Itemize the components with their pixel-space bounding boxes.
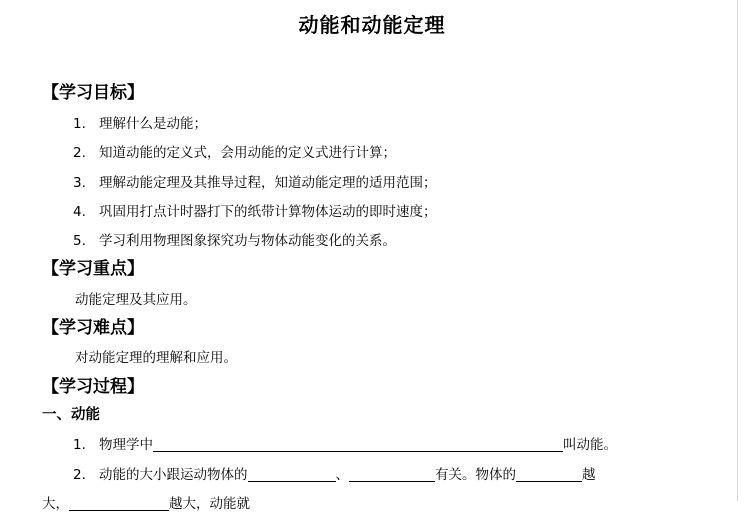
question-2-text-middle: 有关。物体的 xyxy=(435,467,516,483)
process-heading: 【学习过程】 xyxy=(42,377,144,397)
question-1 xyxy=(73,433,617,453)
question-2 xyxy=(73,463,596,483)
question-2-continuation xyxy=(42,492,250,512)
objective-item-4 xyxy=(73,200,437,220)
question-2-text-before: 动能的大小跟运动物体的 xyxy=(99,467,248,483)
question-1-text-before: 物理学中 xyxy=(99,437,153,453)
document-title: 动能和动能定理 xyxy=(298,13,446,37)
difficulties-heading: 【学习难点】 xyxy=(42,318,144,338)
fill-in-blank[interactable] xyxy=(69,495,169,511)
fill-in-blank[interactable] xyxy=(248,466,336,482)
objective-text: 学习利用物理图象探究功与物体动能变化的关系。 xyxy=(99,233,396,249)
question-2-separator: 、 xyxy=(335,467,349,483)
question-2-text-after: 越 xyxy=(582,467,596,483)
fill-in-blank[interactable] xyxy=(516,466,582,482)
continuation-text-middle: 越大，动能就 xyxy=(169,496,250,512)
objective-item-2 xyxy=(73,141,396,161)
section-kinetic-energy-heading: 一、动能 xyxy=(42,407,100,423)
fill-in-blank[interactable] xyxy=(153,436,563,452)
objective-number: 1. xyxy=(73,116,86,132)
fill-in-blank[interactable] xyxy=(349,466,435,482)
objective-number: 3. xyxy=(73,175,86,191)
question-1-text-after: 叫动能。 xyxy=(563,437,617,453)
objective-text: 知道动能的定义式，会用动能的定义式进行计算； xyxy=(99,145,396,161)
objective-text: 巩固用打点计时器打下的纸带计算物体运动的即时速度； xyxy=(99,204,437,220)
objective-number: 5. xyxy=(73,233,86,249)
difficulties-text: 对动能定理的理解和应用。 xyxy=(75,350,237,366)
page-edge-divider xyxy=(737,0,738,501)
question-number: 1. xyxy=(73,437,86,453)
objective-number: 2. xyxy=(73,145,86,161)
question-number: 2. xyxy=(73,467,86,483)
key-points-heading: 【学习重点】 xyxy=(42,259,144,279)
objective-item-3 xyxy=(73,171,437,191)
objective-item-5 xyxy=(73,229,396,249)
objective-text: 理解什么是动能； xyxy=(99,116,207,132)
objective-text: 理解动能定理及其推导过程，知道动能定理的适用范围； xyxy=(99,175,437,191)
key-points-text: 动能定理及其应用。 xyxy=(75,292,197,308)
objective-number: 4. xyxy=(73,204,86,220)
continuation-text-start: 大， xyxy=(42,496,69,512)
objectives-heading: 【学习目标】 xyxy=(42,83,144,103)
objective-item-1 xyxy=(73,112,207,132)
